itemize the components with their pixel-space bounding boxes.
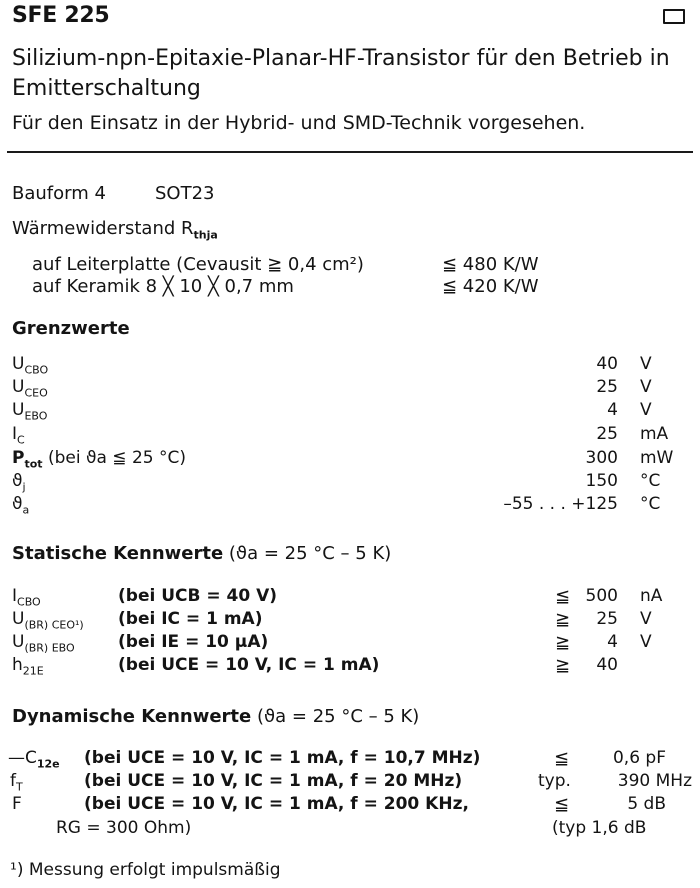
dynamic-rel: ≦: [554, 748, 570, 769]
limit-value: 25: [596, 424, 618, 444]
thermal-label: Wärmewiderstand $R_{thja}$: [12, 218, 218, 242]
dynamic-value: 0,6 pF: [612, 748, 666, 768]
footnote: ¹) Messung erfolgt impulsmäßig: [10, 860, 281, 880]
static-value: 40: [596, 655, 618, 675]
limit-unit: °C: [640, 494, 661, 514]
thermal-desc-2: auf Keramik 8 ╳ 10 ╳ 0,7 mm: [32, 276, 294, 297]
thermal-value-2: ≦ 420 K/W: [442, 276, 539, 297]
limit-symbol: $U_{EBO}$: [12, 400, 48, 423]
static-condition: (bei UCE = 10 V, IC = 1 mA): [118, 655, 380, 675]
static-symbol: $U_{(BR) EBO}$: [12, 632, 75, 655]
limit-unit: mW: [640, 448, 674, 468]
rg-typ: (typ 1,6 dB: [552, 818, 647, 838]
package-name: SOT23: [155, 183, 215, 204]
dynamic-condition: (bei UCE = 10 V, IC = 1 mA, f = 10,7 MHz): [84, 748, 481, 768]
limit-unit: mA: [640, 424, 669, 444]
static-symbol: $U_{(BR) CEO^1)}$: [12, 609, 84, 632]
limit-value: 150: [585, 471, 618, 491]
divider: [7, 151, 693, 153]
static-rel: ≧: [555, 609, 571, 630]
static-rel: ≦: [555, 586, 571, 607]
limit-unit: V: [640, 400, 652, 420]
dynamic-rel: ≦: [554, 794, 570, 815]
bauform-label: Bauform 4: [12, 183, 106, 204]
static-symbol: $I_{CBO}$: [12, 586, 41, 609]
limit-symbol: $ϑ_a$: [12, 494, 30, 517]
rg-condition: RG = 300 Ohm): [56, 818, 192, 838]
dynamic-title: Dynamische Kennwerte (ϑa = 25 °C – 5 K): [12, 706, 420, 727]
limit-unit: V: [640, 377, 652, 397]
static-condition: (bei UCB = 40 V): [118, 586, 278, 606]
static-rel: ≧: [555, 655, 571, 676]
dynamic-symbol: F: [12, 794, 22, 814]
limit-unit: °C: [640, 471, 661, 491]
dynamic-condition: (bei UCE = 10 V, IC = 1 mA, f = 200 KHz,: [84, 794, 469, 814]
static-unit: V: [640, 609, 652, 629]
static-value: 500: [585, 586, 618, 606]
static-title: Statische Kennwerte (ϑa = 25 °C – 5 K): [12, 543, 392, 564]
limit-symbol: $I_C$: [12, 424, 25, 447]
limit-symbol: $U_{CBO}$: [12, 354, 49, 377]
limit-symbol: $P_{tot}$ (bei ϑa ≦ 25 °C): [12, 448, 186, 471]
checkbox-icon: [663, 9, 685, 24]
dynamic-value: 5 dB: [627, 794, 666, 814]
static-rel: ≧: [555, 632, 571, 653]
static-value: 4: [607, 632, 618, 652]
device-subheading: Für den Einsatz in der Hybrid- und SMD-Technik vorgesehen.: [12, 112, 586, 134]
limit-symbol: $U_{CEO}$: [12, 377, 48, 400]
limit-value: 300: [585, 448, 618, 468]
device-heading: Silizium-npn-Epitaxie-Planar-HF-Transistor für den Betrieb in Emitterschaltung: [12, 46, 670, 101]
static-unit: nA: [640, 586, 663, 606]
limit-value: –55 . . . +125: [503, 494, 618, 514]
dynamic-condition: (bei UCE = 10 V, IC = 1 mA, f = 20 MHz): [84, 771, 463, 791]
static-condition: (bei IC = 1 mA): [118, 609, 263, 629]
static-symbol: $h_{21E}$: [12, 655, 44, 678]
datasheet-title: SFE 225: [12, 3, 110, 28]
static-value: 25: [596, 609, 618, 629]
dynamic-rel: typ.: [538, 771, 571, 791]
limit-value: 4: [607, 400, 618, 420]
limit-value: 40: [596, 354, 618, 374]
limits-title: Grenzwerte: [12, 318, 130, 339]
thermal-desc-1: auf Leiterplatte (Cevausit ≧ 0,4 cm²): [32, 254, 364, 275]
limit-unit: V: [640, 354, 652, 374]
static-unit: V: [640, 632, 652, 652]
limit-symbol: $ϑ_j$: [12, 471, 26, 494]
thermal-value-1: ≦ 480 K/W: [442, 254, 539, 275]
dynamic-symbol: $—C_{12e}$: [8, 748, 60, 771]
dynamic-symbol: $f_T$: [10, 771, 23, 794]
dynamic-value: 390 MHz: [617, 771, 692, 791]
limit-value: 25: [596, 377, 618, 397]
static-condition: (bei IE = 10 μA): [118, 632, 269, 652]
